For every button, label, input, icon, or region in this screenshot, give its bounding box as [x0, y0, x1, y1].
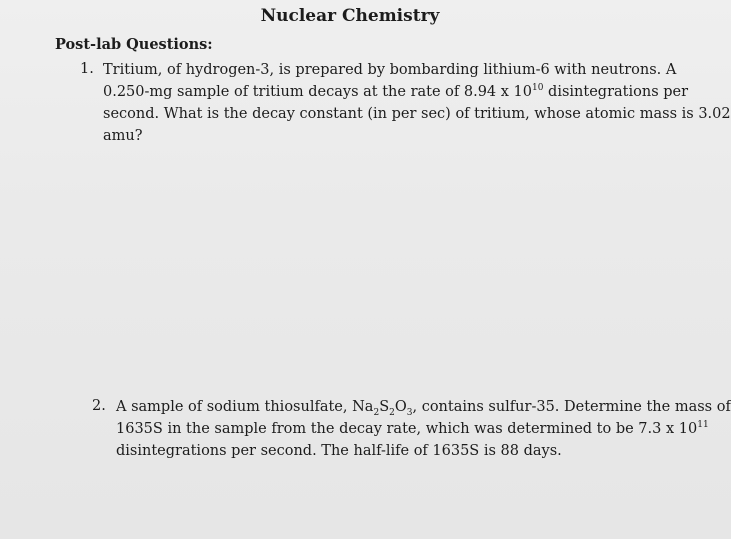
- formula-sub-2: 2: [389, 407, 395, 418]
- page-title: Nuclear Chemistry: [260, 6, 440, 26]
- question-1-line-2: [103, 81, 689, 103]
- formula-o: O: [394, 399, 407, 415]
- question-1-number: 1.: [80, 61, 94, 77]
- question-2-line-2: [116, 418, 709, 440]
- q2-exponent: 11: [697, 420, 709, 431]
- q1-exponent: 10: [532, 83, 544, 94]
- q1-line2-post: disintegrations per: [543, 84, 689, 100]
- formula-sub-3: 3: [406, 407, 413, 418]
- formula-s: S: [379, 399, 390, 415]
- question-2-text: [116, 396, 731, 462]
- q2-line2-pre: 1635S in the sample from the decay rate, which was determined to be 7.3 x 10: [116, 421, 698, 437]
- section-heading: Post-lab Questions:: [55, 36, 213, 53]
- question-2-line-1: [116, 396, 731, 418]
- question-1-line-4: amu?: [103, 128, 143, 144]
- question-1-text: [103, 59, 731, 147]
- q2-line1-post: , contains sulfur-35. Determine the mass of: [412, 399, 731, 415]
- q1-line2-pre: 0.250-mg sample of tritium decays at the rate of 8.94 x 10: [103, 84, 532, 100]
- question-1-line-1: Tritium, of hydrogen-3, is prepared by bombarding lithium-6 with neutrons. A: [103, 62, 677, 78]
- question-2-line-3: disintegrations per second. The half-life of 1635S is 88 days.: [116, 443, 562, 459]
- q2-line1-pre: A sample of sodium thiosulfate, Na: [116, 399, 374, 415]
- question-1-line-3: second. What is the decay constant (in per sec) of tritium, whose atomic mass is 3.02: [103, 106, 731, 122]
- formula-sub-1: 2: [373, 407, 380, 418]
- question-2-number: 2.: [92, 398, 106, 414]
